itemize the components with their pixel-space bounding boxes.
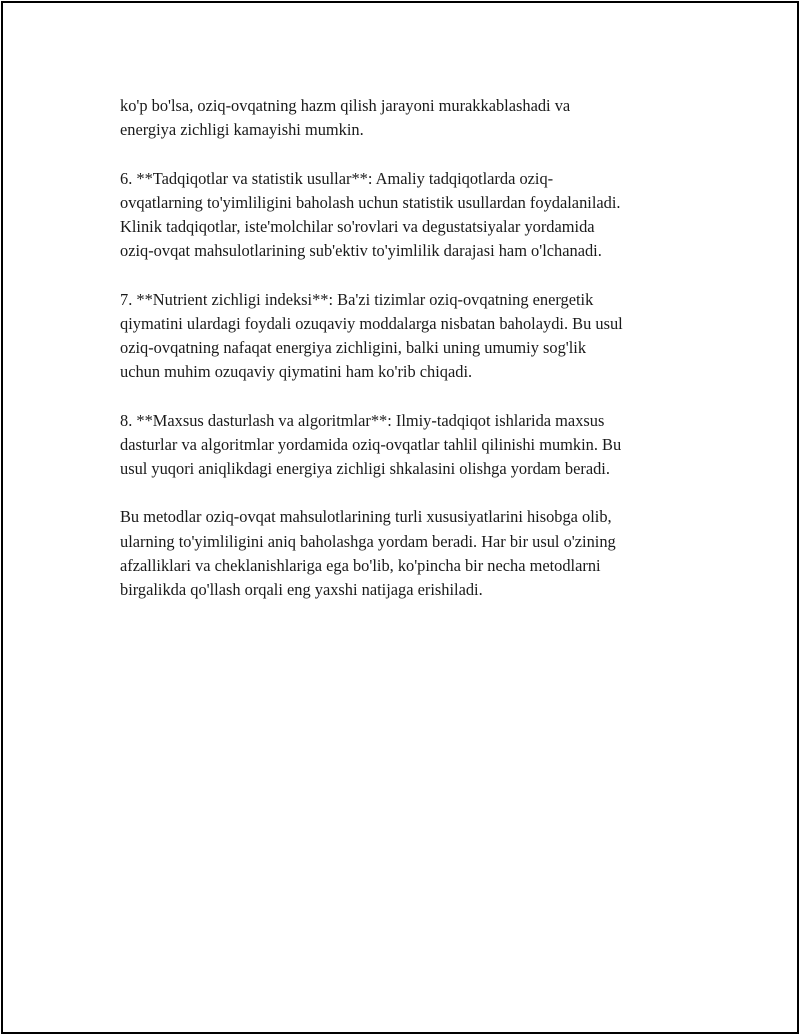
text-line: ularning to'yimliligini aniq baholashga yordam beradi. Har bir usul o'zining bbox=[120, 531, 616, 551]
text-line: afzalliklari va cheklanishlariga ega bo'lib, ko'pincha bir necha metodlarni bbox=[120, 555, 601, 575]
paragraph-item-6 bbox=[120, 167, 700, 264]
text-line: 6. **Tadqiqotlar va statistik usullar**: Amaliy tadqiqotlarda oziq- bbox=[120, 168, 554, 188]
text-line: oziq-ovqat mahsulotlarining sub'ektiv to'yimlilik darajasi ham o'lchanadi. bbox=[120, 241, 602, 261]
paragraph-item-8 bbox=[120, 409, 700, 482]
paragraph-item-7 bbox=[120, 288, 700, 385]
text-line: oziq-ovqatning nafaqat energiya zichligini, balki uning umumiy sog'lik bbox=[120, 338, 587, 357]
text-line: birgalikda qo'llash orqali eng yaxshi natijaga erishiladi. bbox=[120, 580, 483, 599]
text-line: ko'p bo'lsa, oziq-ovqatning hazm qilish jarayoni murakkablashadi va bbox=[120, 96, 571, 115]
text-line: ovqatlarning to'yimliligini baholash uchun statistik usullardan foydalaniladi. bbox=[120, 192, 621, 212]
text-line: Klinik tadqiqotlar, iste'molchilar so'rovlari va degustatsiyalar yordamida bbox=[120, 217, 595, 236]
text-line: qiymatini ulardagi foydali ozuqaviy moddalarga nisbatan baholaydi. Bu usul bbox=[120, 313, 623, 333]
page bbox=[1, 1, 799, 1034]
text-line: dasturlar va algoritmlar yordamida oziq-ovqatlar tahlil qilinishi mumkin. Bu bbox=[120, 434, 622, 454]
text-line: energiya zichligi kamayishi mumkin. bbox=[120, 120, 364, 140]
text-line: 8. **Maxsus dasturlash va algoritmlar**: Ilmiy-tadqiqot ishlarida maxsus bbox=[120, 410, 605, 430]
text-line: usul yuqori aniqlikdagi energiya zichligi shkalasini olishga yordam beradi. bbox=[120, 459, 610, 478]
paragraph-continuation bbox=[120, 94, 700, 142]
text-line: uchun muhim ozuqaviy qiymatini ham ko'rib chiqadi. bbox=[120, 362, 473, 382]
document-body bbox=[120, 94, 700, 626]
text-line: 7. **Nutrient zichligi indeksi**: Ba'zi tizimlar oziq-ovqatning energetik bbox=[120, 289, 594, 309]
paragraph-conclusion bbox=[120, 505, 700, 602]
text-line: Bu metodlar oziq-ovqat mahsulotlarining turli xususiyatlarini hisobga olib, bbox=[120, 507, 612, 527]
